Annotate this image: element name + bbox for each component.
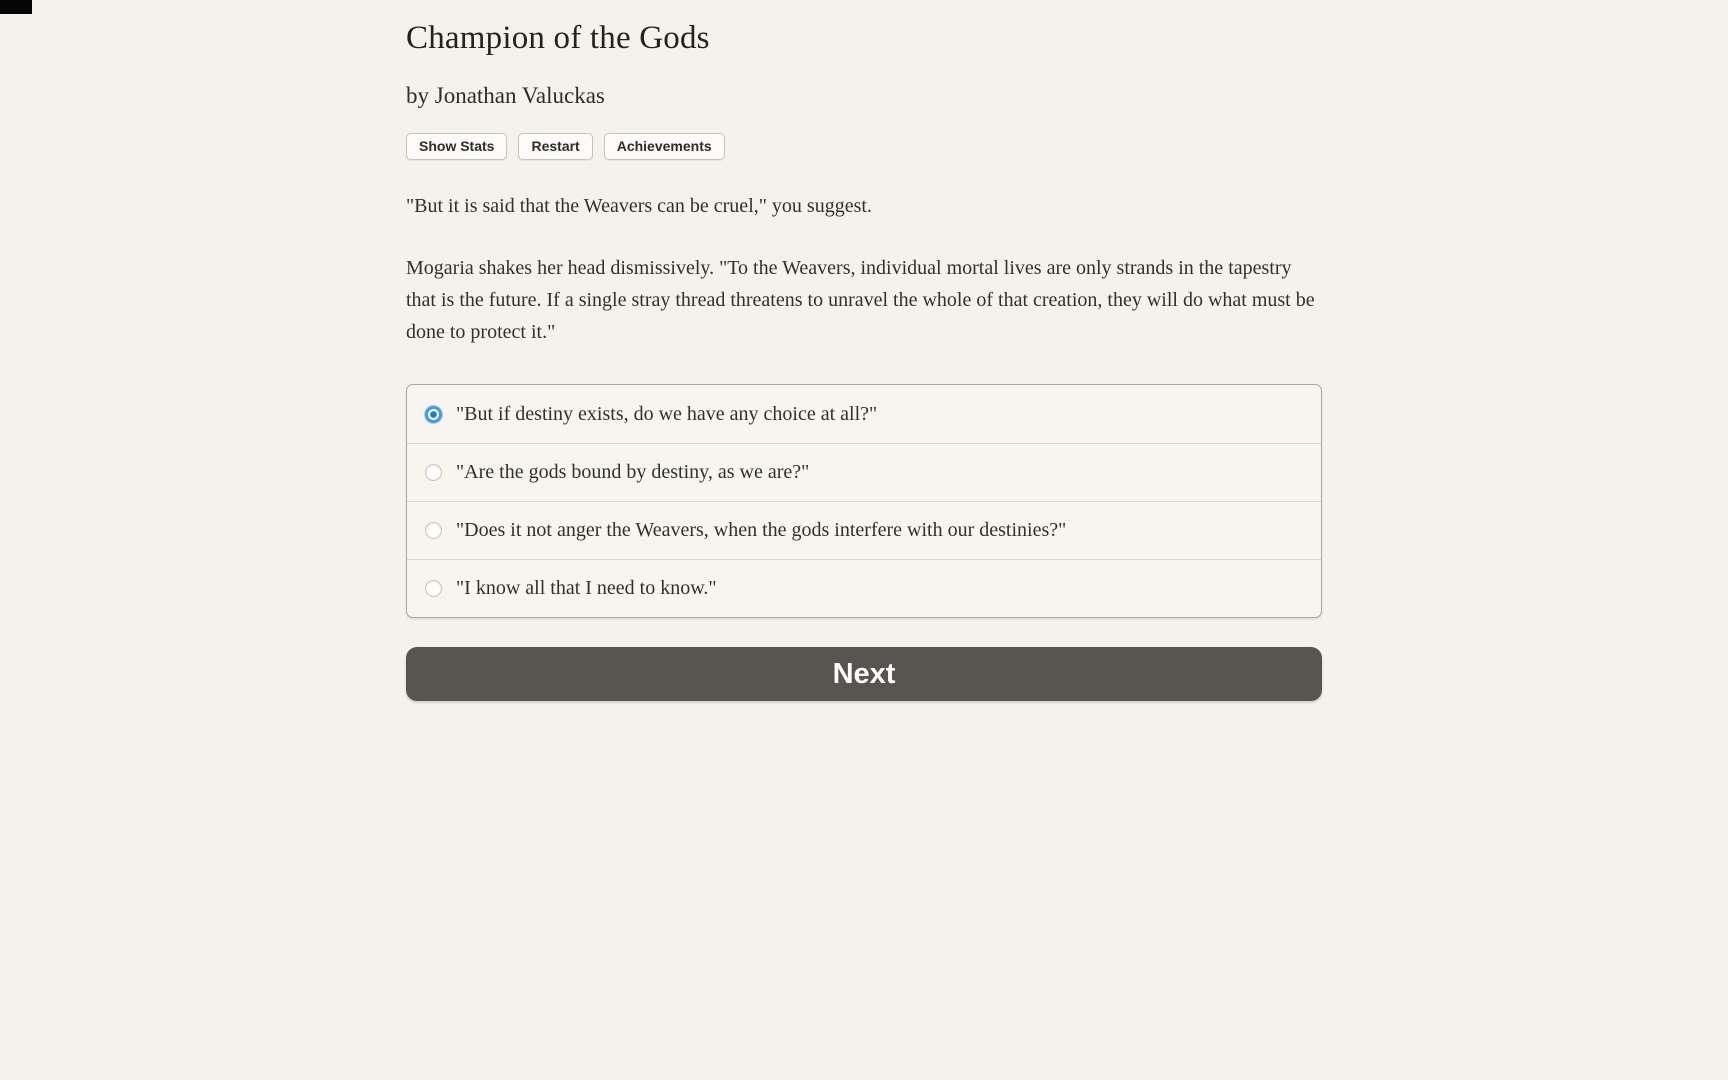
story-text (406, 190, 1322, 348)
radio-selected-icon[interactable] (425, 406, 442, 423)
restart-button[interactable]: Restart (518, 133, 592, 160)
radio-unselected-icon[interactable] (425, 580, 442, 597)
choice-option-1[interactable] (407, 385, 1321, 443)
choice-label: "I know all that I need to know." (456, 577, 717, 599)
game-title: Champion of the Gods (406, 20, 710, 56)
toolbar (406, 133, 1322, 160)
story-paragraph: "But it is said that the Weavers can be cruel," you suggest. (406, 195, 872, 217)
radio-unselected-icon[interactable] (425, 522, 442, 539)
choice-label: "But if destiny exists, do we have any choice at all?" (456, 402, 878, 425)
radio-unselected-icon[interactable] (425, 464, 442, 481)
choice-label: "Are the gods bound by destiny, as we are?" (456, 461, 810, 483)
show-stats-button[interactable]: Show Stats (406, 133, 507, 160)
game-page (406, 0, 1322, 701)
story-paragraph: Mogaria shakes her head dismissively. "To the Weavers, individual mortal lives are only strands in the tapestry that is the future. If a single stray thread threatens to unravel the whole of that creation, they will do what must be done to protect it." (406, 257, 1315, 343)
choice-list (406, 384, 1322, 618)
choice-label: "Does it not anger the Weavers, when the gods interfere with our destinies?" (456, 519, 1067, 541)
capture-artifact (0, 0, 32, 14)
achievements-button[interactable]: Achievements (604, 133, 725, 160)
choice-option-3[interactable] (407, 501, 1321, 559)
choice-option-4[interactable] (407, 559, 1321, 617)
game-author: by Jonathan Valuckas (406, 83, 605, 108)
choice-option-2[interactable] (407, 443, 1321, 501)
next-button[interactable]: Next (406, 647, 1322, 701)
